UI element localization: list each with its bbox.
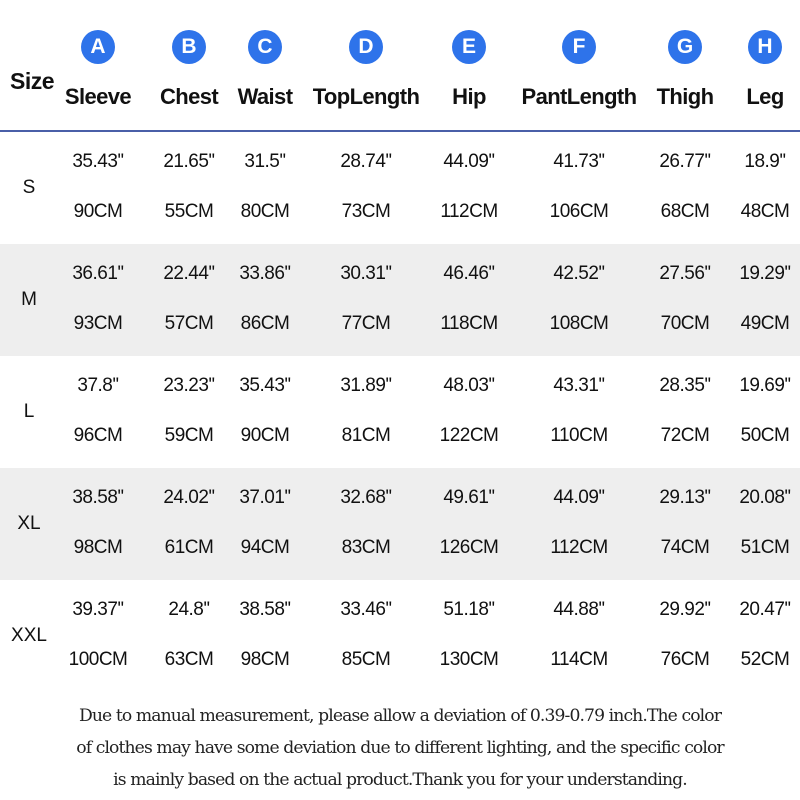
cm-value: 86CM <box>240 313 290 334</box>
cm-value: 57CM <box>164 313 214 334</box>
cm-value: 77CM <box>341 313 391 334</box>
cm-value: 90CM <box>240 425 290 446</box>
table-row <box>0 132 800 244</box>
size-label: M <box>21 289 37 310</box>
inch-value: 44.09'' <box>553 487 605 508</box>
cm-value: 100CM <box>68 649 128 670</box>
cm-value: 106CM <box>549 201 609 222</box>
cm-value: 74CM <box>660 537 710 558</box>
column-letter-badge: G <box>668 30 702 64</box>
column-header-toplength <box>306 30 426 110</box>
inch-value: 24.02'' <box>163 487 215 508</box>
cm-value: 98CM <box>240 649 290 670</box>
cm-value: 63CM <box>164 649 214 670</box>
cm-value: 93CM <box>73 313 123 334</box>
cm-value: 73CM <box>341 201 391 222</box>
inch-value: 49.61'' <box>443 487 495 508</box>
inch-value: 22.44'' <box>163 263 215 284</box>
inch-value: 29.13'' <box>659 487 711 508</box>
cm-value: 114CM <box>550 649 608 670</box>
inch-value: 18.9'' <box>744 151 786 172</box>
cm-value: 51CM <box>740 537 790 558</box>
inch-value: 37.01'' <box>239 487 291 508</box>
inch-value: 24.8'' <box>168 599 210 620</box>
cm-value: 110CM <box>550 425 608 446</box>
table-row <box>0 468 800 580</box>
size-label: L <box>23 401 35 422</box>
cm-value: 96CM <box>73 425 123 446</box>
cm-value: 112CM <box>440 201 498 222</box>
inch-value: 42.52'' <box>553 263 605 284</box>
inch-value: 48.03'' <box>443 375 495 396</box>
inch-value: 21.65'' <box>163 151 215 172</box>
cm-value: 52CM <box>740 649 790 670</box>
inch-value: 31.5'' <box>244 151 286 172</box>
size-label: S <box>22 177 36 198</box>
note-line: of clothes may have some deviation due to different lighting, and the specific color <box>76 738 724 758</box>
inch-value: 46.46'' <box>443 263 495 284</box>
cm-value: 70CM <box>660 313 710 334</box>
cm-value: 76CM <box>660 649 710 670</box>
inch-value: 44.88'' <box>553 599 605 620</box>
column-name: Sleeve <box>64 84 132 109</box>
inch-value: 35.43'' <box>239 375 291 396</box>
inch-value: 28.74'' <box>340 151 392 172</box>
cm-value: 126CM <box>439 537 499 558</box>
inch-value: 39.37'' <box>72 599 124 620</box>
inch-value: 44.09'' <box>443 151 495 172</box>
column-header-leg <box>705 30 800 110</box>
inch-value: 38.58'' <box>72 487 124 508</box>
column-letter-badge: A <box>81 30 115 64</box>
cm-value: 61CM <box>164 537 214 558</box>
measurement-note <box>0 700 800 796</box>
column-letter-badge: B <box>172 30 206 64</box>
cm-value: 55CM <box>164 201 214 222</box>
inch-value: 19.29'' <box>739 263 791 284</box>
table-row <box>0 244 800 356</box>
inch-value: 26.77'' <box>659 151 711 172</box>
inch-value: 20.08'' <box>739 487 791 508</box>
inch-value: 51.18'' <box>443 599 495 620</box>
inch-value: 27.56'' <box>659 263 711 284</box>
cm-value: 59CM <box>164 425 214 446</box>
cm-value: 80CM <box>240 201 290 222</box>
cm-value: 122CM <box>439 425 499 446</box>
cm-value: 118CM <box>440 313 498 334</box>
inch-value: 28.35'' <box>659 375 711 396</box>
inch-value: 31.89'' <box>340 375 392 396</box>
column-name: TopLength <box>312 84 420 109</box>
table-row <box>0 580 800 692</box>
note-line: is mainly based on the actual product.Thank you for your understanding. <box>113 770 687 790</box>
cm-value: 85CM <box>341 649 391 670</box>
column-name: Leg <box>746 84 784 109</box>
cm-value: 83CM <box>341 537 391 558</box>
table-header <box>0 0 800 132</box>
column-header-hip <box>409 30 529 110</box>
inch-value: 37.8'' <box>77 375 119 396</box>
inch-value: 20.47'' <box>739 599 791 620</box>
inch-value: 41.73'' <box>553 151 605 172</box>
cm-value: 50CM <box>740 425 790 446</box>
inch-value: 32.68'' <box>340 487 392 508</box>
inch-value: 30.31'' <box>340 263 392 284</box>
cm-value: 49CM <box>740 313 790 334</box>
column-letter-badge: E <box>452 30 486 64</box>
cm-value: 108CM <box>549 313 609 334</box>
column-header-pantlength <box>519 30 639 110</box>
inch-value: 33.46'' <box>340 599 392 620</box>
column-letter-badge: C <box>248 30 282 64</box>
size-label: XL <box>17 513 41 534</box>
cm-value: 130CM <box>439 649 499 670</box>
inch-value: 33.86'' <box>239 263 291 284</box>
column-letter-badge: F <box>562 30 596 64</box>
note-line: Due to manual measurement, please allow a deviation of 0.39-0.79 inch.The color <box>78 706 722 726</box>
column-name: Thigh <box>656 84 714 109</box>
cm-value: 81CM <box>341 425 391 446</box>
inch-value: 35.43'' <box>72 151 124 172</box>
cm-value: 48CM <box>740 201 790 222</box>
cm-value: 112CM <box>550 537 608 558</box>
cm-value: 72CM <box>660 425 710 446</box>
size-column-header: Size <box>10 68 55 94</box>
inch-value: 43.31'' <box>553 375 605 396</box>
column-name: Waist <box>237 84 293 109</box>
size-label: XXL <box>11 625 47 646</box>
inch-value: 36.61'' <box>72 263 124 284</box>
column-letter-badge: H <box>748 30 782 64</box>
column-name: PantLength <box>521 84 637 109</box>
inch-value: 19.69'' <box>739 375 791 396</box>
inch-value: 23.23'' <box>163 375 215 396</box>
column-letter-badge: D <box>349 30 383 64</box>
table-row <box>0 356 800 468</box>
cm-value: 68CM <box>660 201 710 222</box>
inch-value: 38.58'' <box>239 599 291 620</box>
column-name: Hip <box>452 84 486 109</box>
cm-value: 90CM <box>73 201 123 222</box>
inch-value: 29.92'' <box>659 599 711 620</box>
cm-value: 98CM <box>73 537 123 558</box>
cm-value: 94CM <box>240 537 290 558</box>
column-name: Chest <box>159 84 219 109</box>
